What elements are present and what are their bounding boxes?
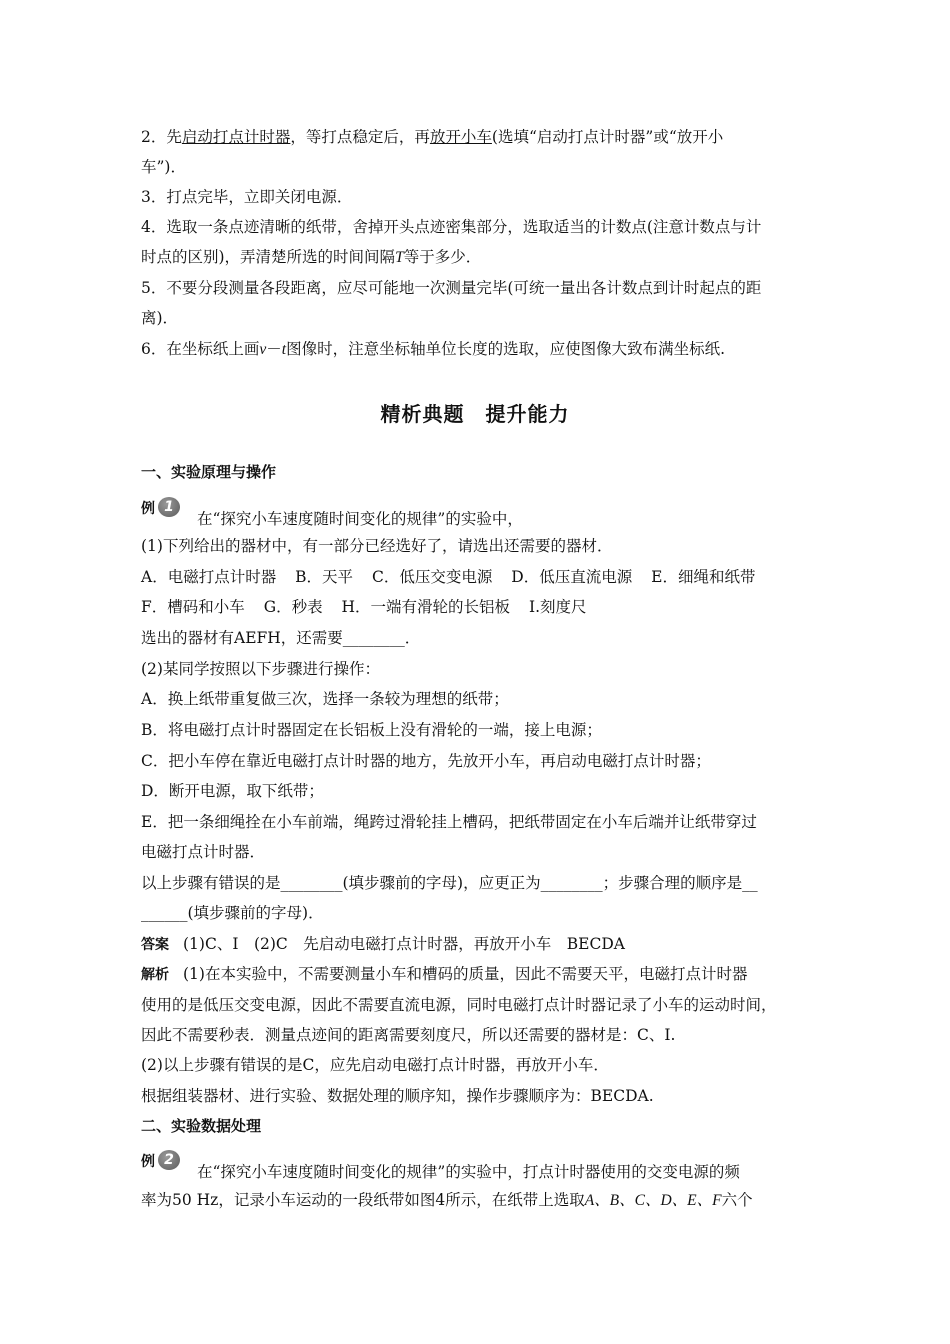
fill-blank-line-2: ______(填步骤前的字母)． (141, 904, 324, 922)
step-2-answer-2: 放开小车 (429, 128, 492, 146)
step-6-prefix: 6．在坐标纸上画 (141, 340, 260, 358)
step-5-line-1: 5．不要分段测量各段距离，应尽可能地一次测量完毕(可统一量出各计数点到计时起点的距 (141, 279, 762, 297)
fill-blank-line-1: 以上步骤有错误的是________(填步骤前的字母)，应更正为________；步骤合理的顺序是__ (141, 874, 758, 892)
step-2-line-1 (141, 126, 821, 148)
step-6-dash: － (266, 340, 282, 358)
step-6-text: 图像时，注意坐标轴单位长度的选取，应使图像大致布满坐标纸. (286, 340, 726, 358)
step-5-line-2: 离)． (141, 309, 179, 327)
step-2-prefix: 2．先 (141, 128, 182, 146)
step-4-line-2 (141, 246, 821, 269)
selected-equipment: 选出的器材有AEFH，还需要________． (141, 629, 421, 647)
options-row-1 (141, 566, 821, 588)
procedure-step-c: C．把小车停在靠近电磁打点计时器的地方，先放开小车，再启动电磁打点计时器； (141, 752, 711, 770)
option-f: F．槽码和小车 (141, 598, 245, 616)
step-6 (141, 338, 821, 361)
analysis-label: 解析 (141, 967, 169, 983)
analysis-text-1: (1)在本实验中，不需要测量小车和槽码的质量，因此不需要天平，电磁打点计时器 (183, 965, 748, 983)
option-d: D．低压直流电源 (511, 568, 633, 586)
step-4-text: 时点的区别)，弄清楚所选的时间间隔 (141, 248, 396, 266)
step-2-suffix: (选填“启动打点计时器”或“放开小 (491, 128, 724, 146)
example-label: 例 (141, 501, 155, 517)
options-row-2 (141, 596, 821, 618)
example-2-intro-line-2 (141, 1189, 821, 1212)
option-a: A．电磁打点计时器 (141, 568, 277, 586)
procedure-step-e-line-2: 电磁打点计时器． (141, 843, 266, 861)
example-2-text: 率为50 Hz，记录小车运动的一段纸带如图4所示，在纸带上选取 (141, 1191, 585, 1209)
step-2-middle: ，等打点稳定后，再 (290, 128, 430, 146)
option-h: H．一端有滑轮的长铝板 (341, 598, 511, 616)
answer-line (141, 933, 821, 956)
option-c: C．低压交变电源 (371, 568, 493, 586)
answer-text: (1)C、I (2)C 先启动电磁打点计时器，再放开小车 BECDA (183, 935, 625, 953)
example-label: 例 (141, 1154, 155, 1170)
variable-v: v (259, 341, 267, 358)
example-number-badge: 1 (158, 497, 180, 517)
option-e: E．细绳和纸带 (651, 568, 756, 586)
part-1-heading: 一、实验原理与操作 (141, 463, 277, 481)
procedure-step-e-line-1: E．把一条细绳拴在小车前端，绳跨过滑轮挂上槽码，把纸带固定在小车后端并让纸带穿过 (141, 813, 757, 831)
step-2-answer-1: 启动打点计时器 (181, 128, 291, 146)
example-2-text-end: 六个 (721, 1191, 753, 1209)
analysis-line-2: 使用的是低压交变电源，因此不需要直流电源，同时电磁打点计时器记录了小车的运动时间， (141, 996, 777, 1014)
step-4-text-end: 等于多少． (403, 248, 482, 266)
question-1: (1)下列给出的器材中，有一部分已经选好了，请选出还需要的器材． (141, 537, 613, 555)
answer-label: 答案 (141, 937, 169, 953)
analysis-line-1 (141, 963, 821, 986)
option-i: I.刻度尺 (529, 598, 587, 616)
procedure-step-d: D．断开电源，取下纸带； (141, 782, 324, 800)
example-number-badge: 2 (158, 1150, 180, 1170)
variable-t: t (281, 341, 287, 358)
step-3: 3．打点完毕，立即关闭电源． (141, 188, 353, 206)
procedure-step-a: A．换上纸带重复做三次，选择一条较为理想的纸带； (141, 690, 509, 708)
option-b: B．天平 (295, 568, 354, 586)
example-2-intro-line-1: 在“探究小车速度随时间变化的规律”的实验中，打点计时器使用的交变电源的频 (197, 1163, 740, 1181)
question-2: (2)某同学按照以下步骤进行操作： (141, 660, 380, 678)
part-2-heading: 二、实验数据处理 (141, 1117, 262, 1135)
section-title: 精析典题 提升能力 (380, 402, 570, 426)
point-labels: A、B、C、D、E、F (584, 1192, 722, 1209)
analysis-line-4: (2)以上步骤有错误的是C，应先启动电磁打点计时器，再放开小车． (141, 1056, 609, 1074)
step-2-line-2: 车”)． (141, 158, 186, 176)
analysis-line-5: 根据组装器材、进行实验、数据处理的顺序知，操作步骤顺序为：BECDA. (141, 1087, 654, 1105)
step-4-line-1: 4．选取一条点迹清晰的纸带，舍掉开头点迹密集部分，选取适当的计数点(注意计数点与计 (141, 218, 762, 236)
example-1-intro: 在“探究小车速度随时间变化的规律”的实验中， (197, 510, 523, 528)
option-g: G．秒表 (263, 598, 323, 616)
variable-T: T (395, 249, 404, 266)
analysis-line-3: 因此不需要秒表．测量点迹间的距离需要刻度尺，所以还需要的器材是：C、I. (141, 1026, 676, 1044)
procedure-step-b: B．将电磁打点计时器固定在长铝板上没有滑轮的一端，接上电源； (141, 721, 602, 739)
